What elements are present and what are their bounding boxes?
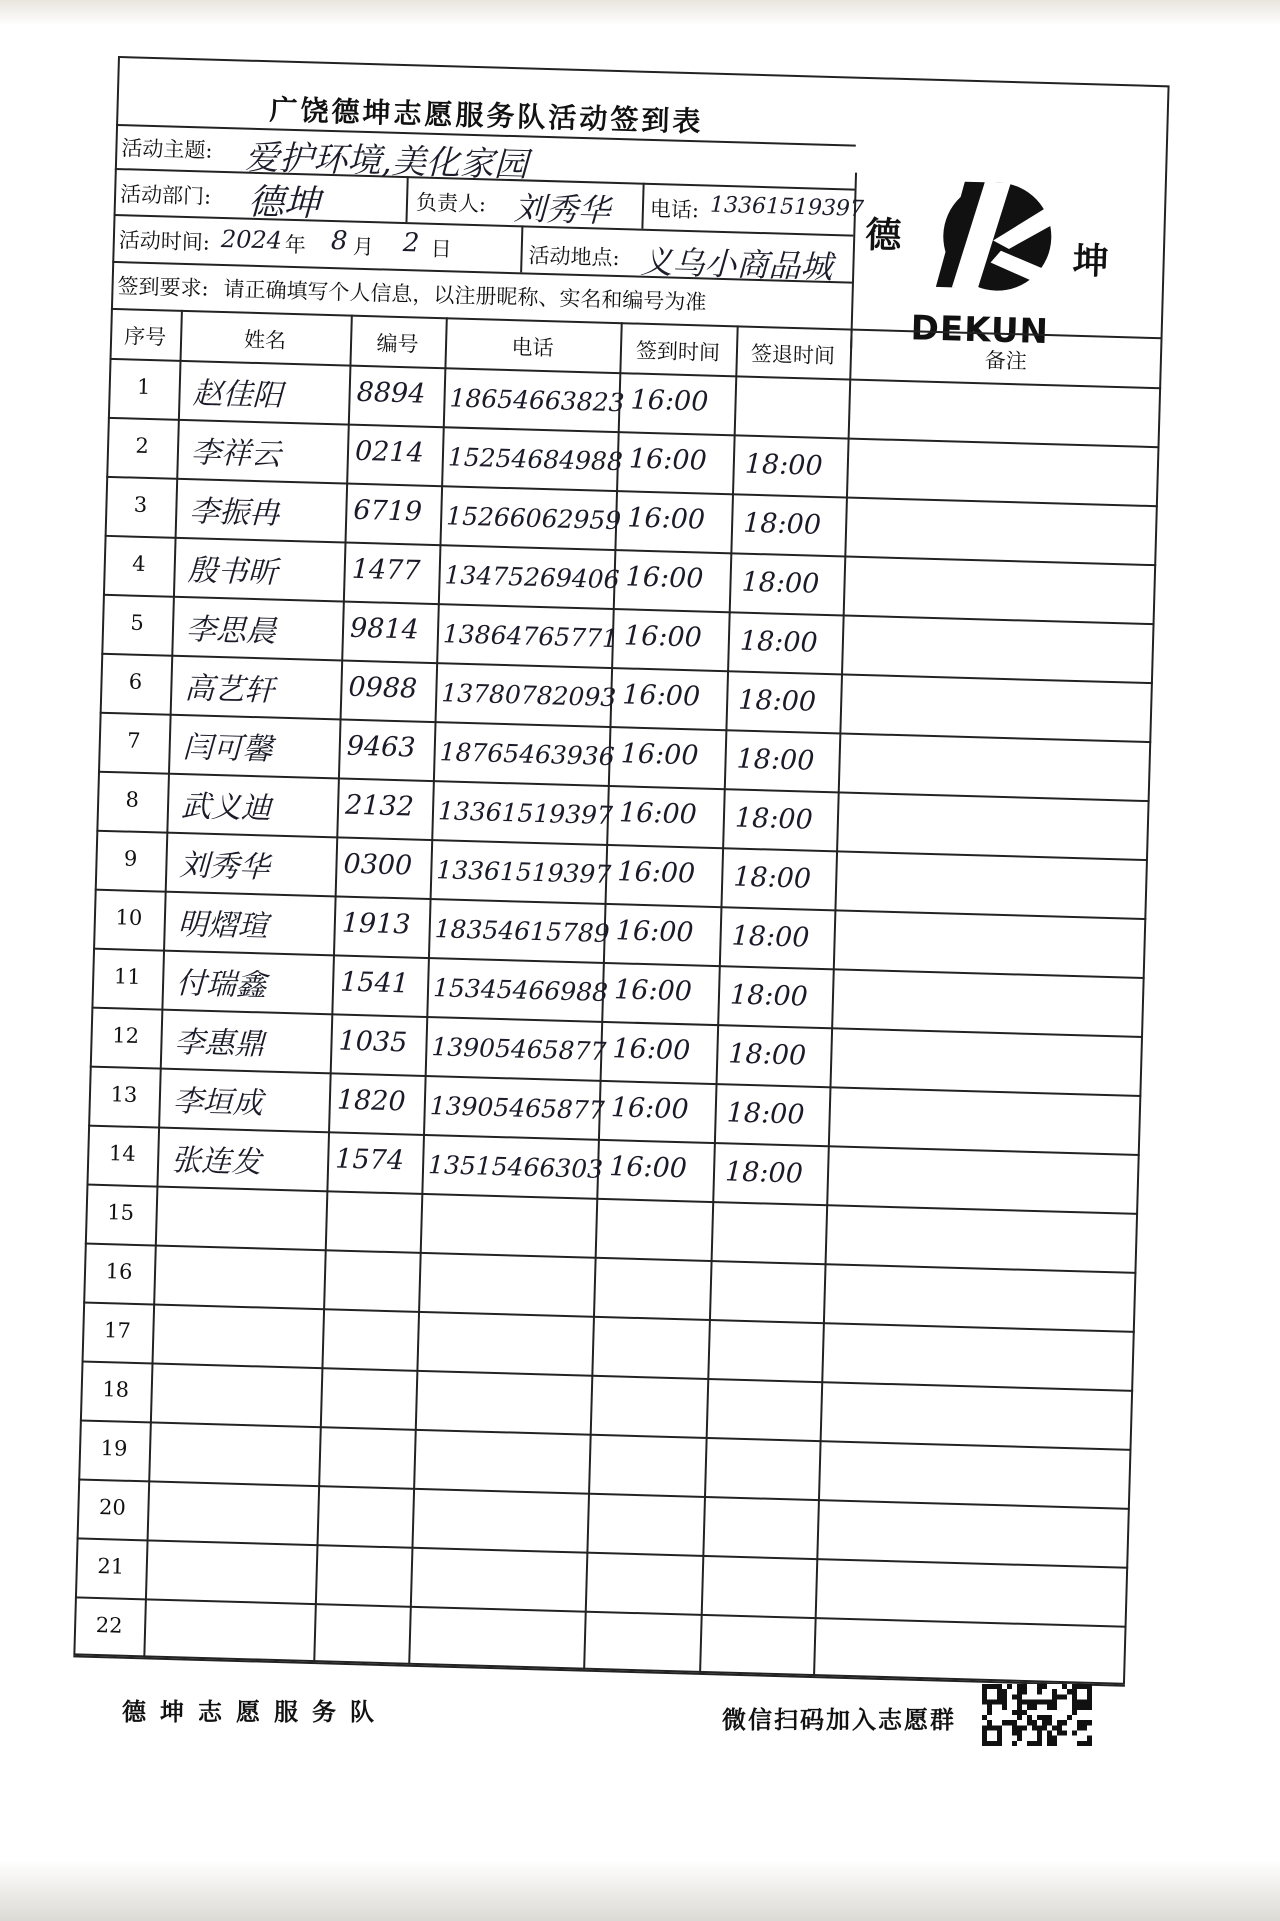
- table-cell-member-id: 1574: [334, 1143, 405, 1177]
- table-header-phone: 电话: [511, 335, 554, 361]
- table-cell-check-out-time: 18:00: [736, 743, 815, 777]
- phone-label: 电话:: [649, 196, 700, 223]
- table-cell-phone: 13864765771: [442, 619, 619, 654]
- table-cell-member-id: 1035: [338, 1025, 408, 1059]
- theme-label: 活动主题:: [121, 136, 213, 163]
- table-row-number: 1: [136, 374, 151, 400]
- table-cell-check-in-time: 16:00: [626, 502, 706, 536]
- time-label: 活动时间:: [118, 228, 211, 255]
- table-cell-phone: 13905465877: [431, 1032, 607, 1067]
- year-char: 年: [284, 232, 307, 258]
- logo-right-char: 坤: [1072, 239, 1110, 283]
- phone-value: 13361519397: [709, 192, 865, 222]
- requirement-text: 请正确填写个人信息，以注册昵称、实名和编号为准: [223, 277, 707, 315]
- table-row-number: 3: [133, 492, 148, 517]
- table-cell-name: 武义迪: [180, 789, 272, 827]
- table-row-number: 15: [107, 1200, 135, 1225]
- table-row-number: 13: [110, 1082, 138, 1107]
- table-cell-name: 闫可馨: [182, 730, 274, 768]
- table-cell-phone: 13515466303: [427, 1150, 604, 1184]
- table-header-note: 备注: [984, 348, 1028, 374]
- time-year: 2024: [220, 224, 283, 255]
- table-row-number: 17: [103, 1318, 132, 1343]
- table-row-number: 6: [128, 669, 143, 694]
- table-cell-member-id: 0300: [343, 848, 413, 882]
- table-row-number: 22: [95, 1612, 123, 1638]
- table-cell-name: 张连发: [170, 1142, 262, 1181]
- table-cell-check-in-time: 16:00: [612, 1033, 691, 1067]
- table-cell-phone: 18765463936: [439, 737, 616, 772]
- time-month: 8: [330, 226, 348, 257]
- table-cell-check-in-time: 16:00: [615, 915, 694, 949]
- table-cell-check-in-time: 16:00: [623, 620, 703, 654]
- table-cell-check-in-time: 16:00: [620, 738, 699, 772]
- table-cell-member-id: 8894: [356, 376, 426, 410]
- table-cell-check-out-time: 18:00: [742, 507, 822, 541]
- table-header-check-out-time: 签退时间: [750, 341, 836, 369]
- table-cell-name: 高艺轩: [183, 671, 275, 709]
- table-cell-name: 刘秀华: [178, 848, 270, 886]
- table-cell-member-id: 1541: [339, 966, 410, 1000]
- logo-english: DEKUN: [910, 308, 1050, 353]
- table-cell-phone: 13780782093: [440, 678, 617, 713]
- table-cell-phone: 13905465877: [429, 1091, 606, 1125]
- table-cell-check-in-time: 16:00: [613, 974, 693, 1008]
- day-char: 日: [430, 236, 453, 262]
- qr-code-icon[interactable]: [982, 1684, 1092, 1746]
- table-cell-check-out-time: 18:00: [732, 861, 812, 895]
- table-cell-check-out-time: 18:00: [729, 979, 809, 1013]
- table-row-number: 7: [126, 728, 141, 753]
- department-value: 德坤: [247, 181, 321, 225]
- table-cell-check-out-time: 18:00: [739, 625, 819, 659]
- table-cell-check-out-time: 18:00: [741, 566, 820, 600]
- table-row-number: 20: [98, 1495, 127, 1520]
- table-cell-check-out-time: 18:00: [727, 1038, 807, 1072]
- table-cell-check-in-time: 16:00: [628, 443, 708, 477]
- table-cell-member-id: 0988: [348, 671, 418, 705]
- table-cell-name: 明熠瑄: [177, 907, 269, 945]
- sign-in-sheet: [73, 56, 1169, 1685]
- requirement-label: 签到要求:: [117, 274, 209, 301]
- table-cell-check-out-time: 18:00: [744, 448, 824, 482]
- table-row-number: 19: [100, 1436, 128, 1461]
- footer-team-name: 德坤志愿服务队: [122, 1697, 388, 1726]
- table-cell-name: 李思晨: [185, 612, 277, 650]
- footer-qr-prompt: 微信扫码加入志愿群: [722, 1705, 956, 1734]
- table-cell-name: 付瑞鑫: [175, 965, 267, 1004]
- table-cell-check-out-time: 18:00: [726, 1097, 805, 1131]
- table-cell-member-id: 9814: [349, 612, 420, 646]
- place-label: 活动地点:: [528, 243, 620, 271]
- table-cell-phone: 13361519397: [435, 855, 612, 890]
- table-cell-name: 赵佳阳: [192, 376, 284, 414]
- table-cell-check-out-time: 18:00: [737, 684, 817, 718]
- table-row-number: 5: [130, 610, 145, 635]
- table-row-number: 14: [108, 1141, 137, 1166]
- table-row-number: 11: [113, 964, 141, 989]
- logo-left-char: 德: [864, 213, 902, 257]
- table-header-check-in-time: 签到时间: [635, 338, 721, 365]
- table-cell-member-id: 2132: [344, 789, 415, 823]
- table-cell-phone: 18654663823: [449, 383, 625, 418]
- table-header-name: 姓名: [243, 327, 287, 353]
- table-row-number: 21: [97, 1554, 125, 1579]
- table-cell-check-in-time: 16:00: [618, 797, 698, 831]
- table-cell-check-in-time: 16:00: [616, 856, 696, 890]
- table-cell-name: 李振冉: [188, 494, 280, 532]
- table-cell-phone: 13475269406: [444, 560, 620, 595]
- table-cell-check-in-time: 16:00: [625, 561, 704, 595]
- table-cell-name: 李垣成: [172, 1083, 264, 1122]
- table-row-number: 8: [125, 787, 140, 812]
- table-row-number: 10: [115, 905, 143, 931]
- table-cell-check-out-time: 18:00: [724, 1156, 804, 1190]
- table-cell-name: 李惠鼎: [173, 1024, 265, 1063]
- form-title: 广饶德坤志愿服务队活动签到表: [269, 93, 704, 139]
- table-row-number: 18: [102, 1377, 130, 1402]
- table-row-number: 9: [123, 846, 138, 871]
- department-label: 活动部门:: [119, 182, 212, 209]
- place-value: 义乌小商品城: [639, 242, 833, 287]
- table-cell-name: 李祥云: [190, 435, 282, 473]
- page-edge-shadow-top: [0, 0, 1280, 26]
- table-cell-phone: 13361519397: [437, 796, 614, 831]
- table-row-number: 12: [111, 1023, 140, 1048]
- table-cell-phone: 15254684988: [447, 442, 624, 477]
- table-cell-phone: 15266062959: [445, 501, 622, 536]
- table-row-number: 4: [131, 551, 146, 576]
- sign-in-table: [73, 308, 1162, 1685]
- table-cell-check-out-time: 18:00: [731, 920, 810, 954]
- table-header-row-number: 序号: [123, 324, 167, 350]
- leader-label: 负责人:: [415, 190, 487, 217]
- month-char: 月: [352, 234, 375, 260]
- table-cell-check-out-time: 18:00: [734, 802, 814, 836]
- table-cell-member-id: 0214: [354, 435, 425, 469]
- table-cell-member-id: 1913: [341, 907, 412, 941]
- table-cell-member-id: 1820: [336, 1084, 407, 1118]
- table-row-number: 16: [105, 1259, 133, 1284]
- table-row-number: 2: [135, 433, 150, 459]
- theme-value: 爱护环境,美化家园: [244, 137, 529, 186]
- table-cell-check-in-time: 16:00: [610, 1092, 690, 1126]
- table-cell-check-in-time: 16:00: [621, 679, 701, 713]
- table-cell-member-id: 6719: [352, 494, 423, 528]
- table-cell-phone: 15345466988: [432, 973, 609, 1008]
- dekun-k-logo-icon: [916, 174, 1069, 298]
- table-cell-phone: 18354615789: [434, 914, 611, 949]
- table-cell-check-in-time: 16:00: [630, 384, 709, 418]
- leader-value: 刘秀华: [513, 189, 611, 230]
- page-edge-shadow-bottom: [0, 1860, 1280, 1921]
- table-cell-member-id: 9463: [346, 730, 416, 764]
- table-header-member-id: 编号: [376, 331, 419, 357]
- table-cell-name: 殷书昕: [187, 553, 279, 591]
- table-cell-check-in-time: 16:00: [608, 1151, 688, 1185]
- table-cell-member-id: 1477: [351, 553, 421, 587]
- time-day: 2: [402, 228, 420, 259]
